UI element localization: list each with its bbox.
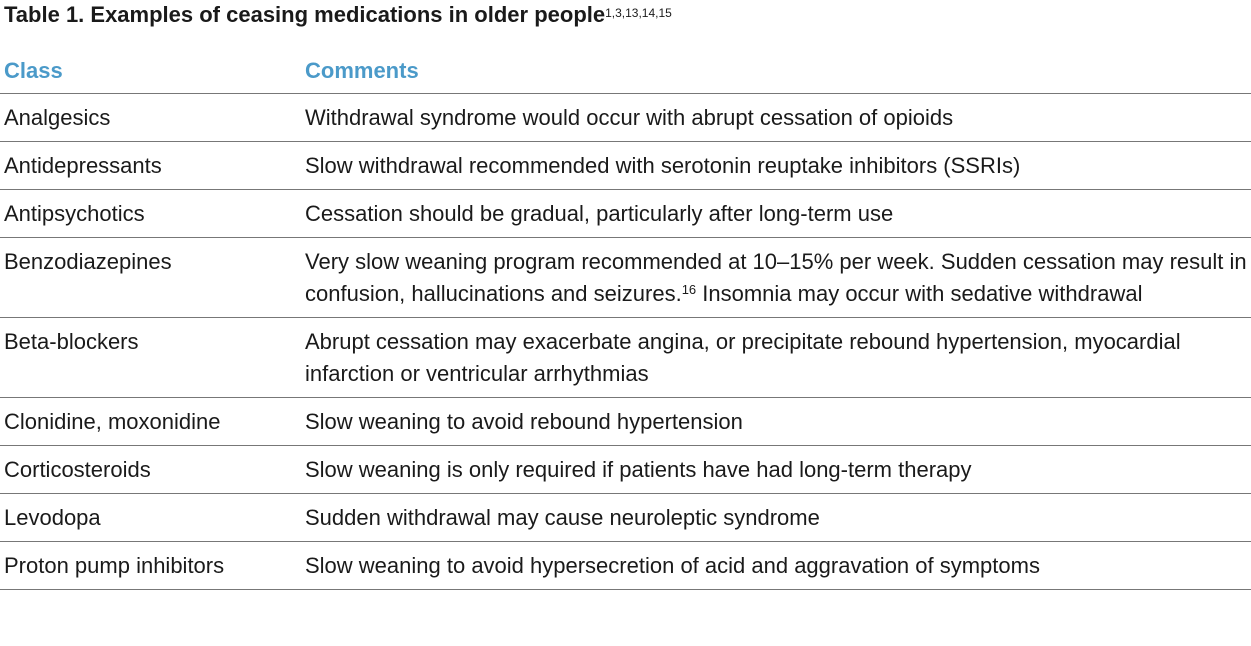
table-title-references: 1,3,13,14,15 <box>605 6 672 20</box>
table-row <box>0 318 1251 398</box>
table-row <box>0 398 1251 446</box>
table-row <box>0 446 1251 494</box>
cell-comment: Cessation should be gradual, particularly after long-term use <box>301 190 1251 238</box>
table-row <box>0 94 1251 142</box>
cell-class: Benzodiazepines <box>0 238 301 318</box>
cell-comment: Slow weaning to avoid rebound hypertension <box>301 398 1251 446</box>
column-header-comments: Comments <box>301 49 1251 94</box>
cell-class: Levodopa <box>0 494 301 542</box>
cell-comment: Slow weaning is only required if patients have had long-term therapy <box>301 446 1251 494</box>
table-row <box>0 542 1251 590</box>
table-row <box>0 238 1251 318</box>
table-header-row <box>0 49 1251 94</box>
column-header-class: Class <box>0 49 301 94</box>
table-title-text: Table 1. Examples of ceasing medications in older people <box>4 2 606 27</box>
cell-comment: Withdrawal syndrome would occur with abrupt cessation of opioids <box>301 94 1251 142</box>
cell-comment-text-continued: Insomnia may occur with sedative withdrawal <box>696 281 1143 306</box>
table-title <box>4 0 672 30</box>
cell-class: Proton pump inhibitors <box>0 542 301 590</box>
table-row <box>0 190 1251 238</box>
cell-comment: Slow withdrawal recommended with serotonin reuptake inhibitors (SSRIs) <box>301 142 1251 190</box>
cell-class: Antipsychotics <box>0 190 301 238</box>
medications-table <box>0 49 1251 590</box>
cell-comment: Slow weaning to avoid hypersecretion of acid and aggravation of symptoms <box>301 542 1251 590</box>
cell-class: Clonidine, moxonidine <box>0 398 301 446</box>
cell-comment: Sudden withdrawal may cause neuroleptic syndrome <box>301 494 1251 542</box>
cell-comment-text: Very slow weaning program recommended at 10–15% per week. Sudden cessation may result in confusion, hallucinations and seizures. <box>305 249 1247 306</box>
cell-class: Corticosteroids <box>0 446 301 494</box>
cell-class: Analgesics <box>0 94 301 142</box>
table-row <box>0 142 1251 190</box>
cell-comment <box>301 238 1251 318</box>
cell-class: Antidepressants <box>0 142 301 190</box>
cell-class: Beta-blockers <box>0 318 301 398</box>
cell-comment: Abrupt cessation may exacerbate angina, or precipitate rebound hypertension, myocardial infarction or ventricular arrhythmias <box>301 318 1251 398</box>
table-row <box>0 494 1251 542</box>
cell-comment-reference: 16 <box>681 282 697 297</box>
